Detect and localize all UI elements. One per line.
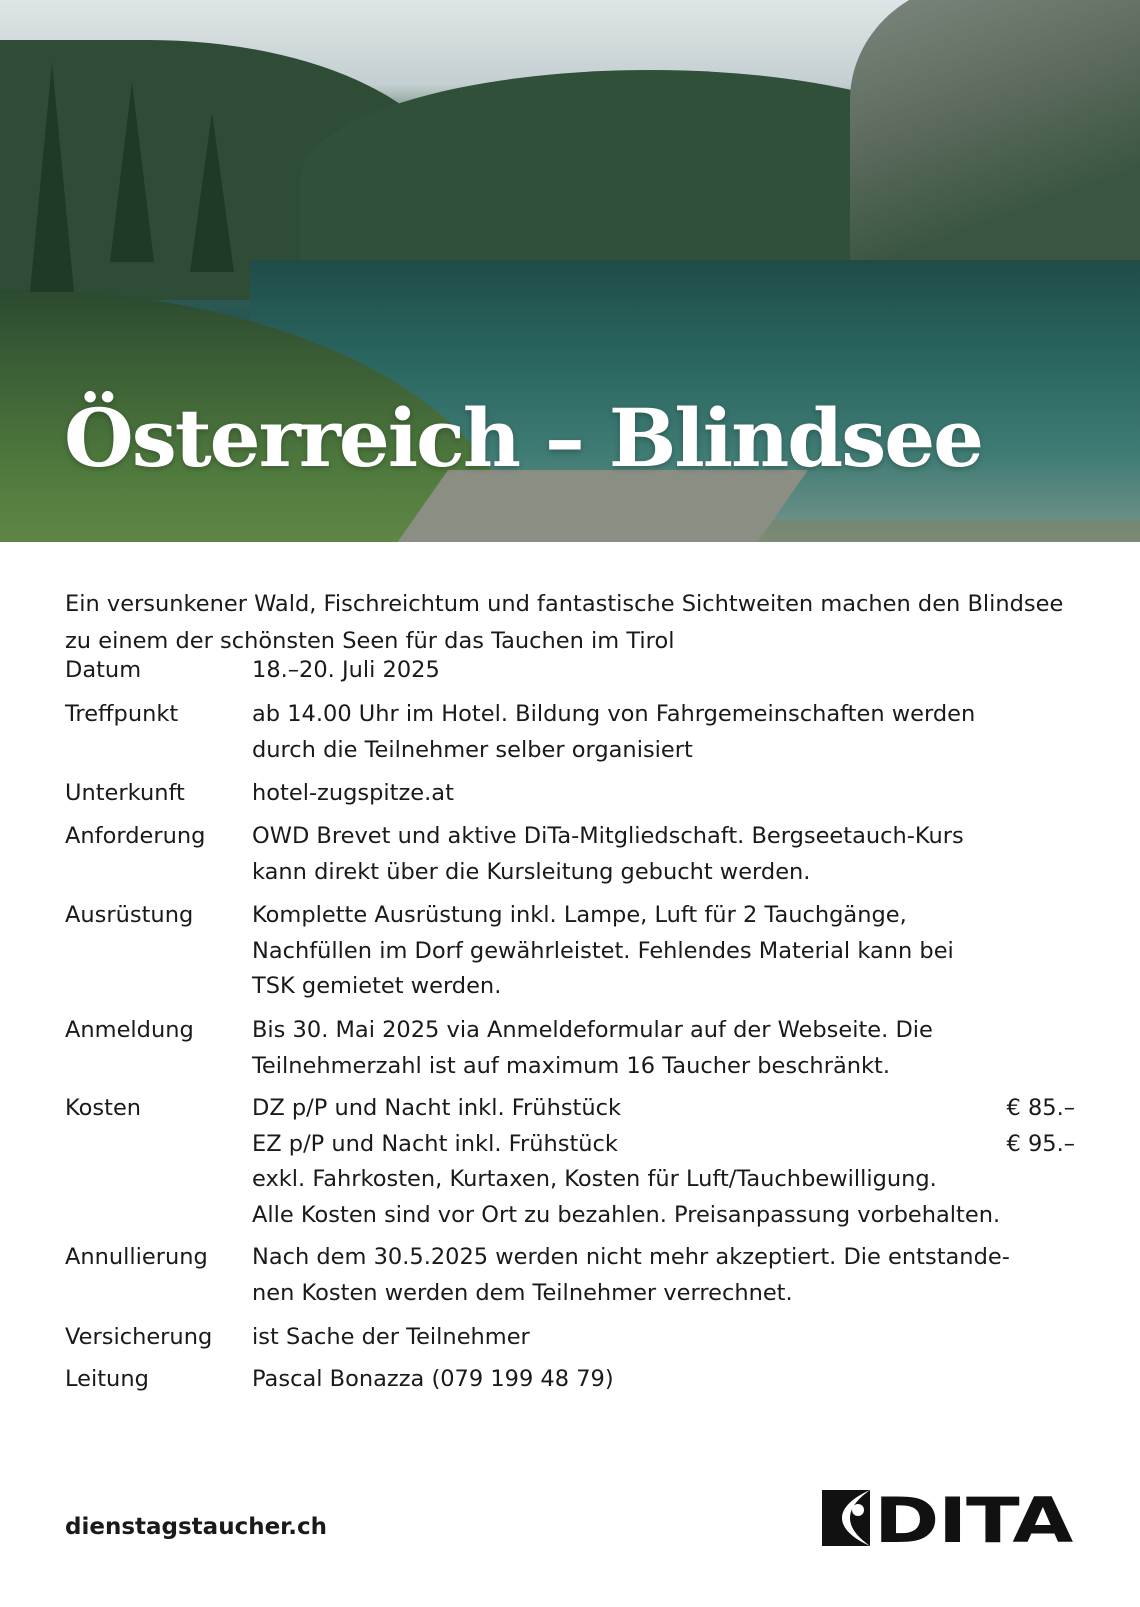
detail-line: Nach dem 30.5.2025 werden nicht mehr akzeptiert. Die entstande- <box>252 1244 1010 1270</box>
contact-phone[interactable]: Pascal Bonazza (079 199 48 79) <box>252 1366 614 1392</box>
cost-text: EZ p/P und Nacht inkl. Frühstück <box>252 1130 618 1157</box>
detail-value <box>252 1240 1075 1311</box>
detail-value <box>252 819 1075 890</box>
detail-line: nen Kosten werden dem Teilnehmer verrechnet. <box>252 1279 793 1306</box>
detail-line: ab 14.00 Uhr im Hotel. Bildung von Fahrgemeinschaften werden <box>252 701 976 727</box>
hotel-link[interactable]: hotel-zugspitze.at <box>252 780 454 806</box>
detail-value <box>252 1091 1075 1233</box>
cost-note: Alle Kosten sind vor Ort zu bezahlen. Preisanpassung vorbehalten. <box>252 1201 1001 1228</box>
detail-line: Bis 30. Mai 2025 via Anmeldeformular auf der Webseite. Die <box>252 1017 933 1043</box>
detail-label: Treffpunkt <box>65 701 179 727</box>
detail-value <box>252 898 1075 1005</box>
detail-line: kann direkt über die Kursleitung gebucht werden. <box>252 858 811 885</box>
svg-text:DITA: DITA <box>874 1490 1074 1546</box>
detail-line: Nachfüllen im Dorf gewährleistet. Fehlendes Material kann bei <box>252 937 954 964</box>
detail-line: TSK gemietet werden. <box>252 973 502 999</box>
cost-price: € 85.– <box>1006 1095 1075 1121</box>
detail-value <box>252 1013 1075 1084</box>
cost-line-ez <box>252 1127 1075 1163</box>
detail-label: Datum <box>65 657 142 683</box>
detail-label: Ausrüstung <box>65 902 194 928</box>
detail-label: Anforderung <box>65 823 206 849</box>
cost-text: DZ p/P und Nacht inkl. Frühstück <box>252 1095 622 1121</box>
intro-text: Ein versunkener Wald, Fischreichtum und fantastische Sichtweiten machen den Blindsee zu einem der schönsten Seen für das Tauchen im Tirol <box>65 591 1064 654</box>
detail-line: Komplette Ausrüstung inkl. Lampe, Luft für 2 Tauchgänge, <box>252 902 907 928</box>
detail-label: Kosten <box>65 1095 142 1121</box>
detail-value: ist Sache der Teilnehmer <box>252 1324 530 1350</box>
page-title: Österreich – Blindsee <box>64 391 983 485</box>
detail-label: Versicherung <box>65 1324 213 1350</box>
detail-label: Anmeldung <box>65 1017 194 1043</box>
dita-logo <box>822 1490 1074 1546</box>
detail-value: 18.–20. Juli 2025 <box>252 657 440 683</box>
detail-line: durch die Teilnehmer selber organisiert <box>252 736 693 763</box>
detail-label: Unterkunft <box>65 780 185 806</box>
detail-value <box>252 697 1075 768</box>
cost-line-dz <box>252 1091 1075 1127</box>
cost-price: € 95.– <box>1006 1130 1075 1157</box>
detail-line: OWD Brevet und aktive DiTa-Mitgliedschaft. Bergseetauch-Kurs <box>252 823 964 849</box>
cost-note: exkl. Fahrkosten, Kurtaxen, Kosten für Luft/Tauchbewilligung. <box>252 1166 937 1192</box>
detail-label: Leitung <box>65 1366 149 1392</box>
website-link[interactable]: dienstagstaucher.ch <box>65 1514 327 1540</box>
detail-label: Annullierung <box>65 1244 208 1270</box>
detail-line: Teilnehmerzahl ist auf maximum 16 Taucher beschränkt. <box>252 1052 890 1079</box>
